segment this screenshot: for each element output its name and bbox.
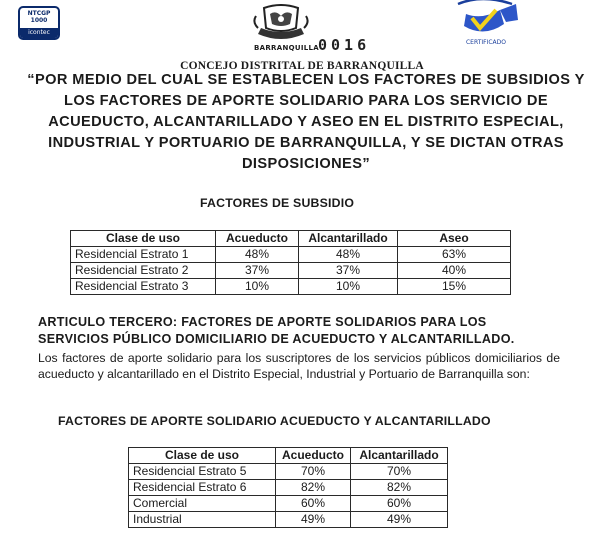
certification-badge-icon [452,0,522,46]
table-cell: 48% [216,247,299,263]
council-name: CONCEJO DISTRITAL DE BARRANQUILLA [180,60,424,72]
table-cell: Comercial [129,496,276,512]
column-header: Clase de uso [129,448,276,464]
solidarity-heading: FACTORES DE APORTE SOLIDARIO ACUEDUCTO Y ALCANTARILLADO [58,414,491,428]
column-header: Acueducto [276,448,351,464]
table-cell: 15% [398,279,511,295]
table-cell: 10% [216,279,299,295]
table-cell: Residencial Estrato 5 [129,464,276,480]
table-cell: 48% [299,247,398,263]
city-label: BARRANQUILLA [254,44,319,52]
column-header: Alcantarillado [299,231,398,247]
article-heading: ARTICULO TERCERO: FACTORES DE APORTE SOLIDARIOS PARA LOS SERVICIOS PÚBLICO DOMICILIARIO DE ACUEDUCTO Y ALCANTARILLADO. [38,315,515,346]
certificate-label: CERTIFICADO [465,39,507,46]
document-number: 0016 [318,36,371,54]
table-header-row [71,231,511,247]
table-cell: 49% [351,512,448,528]
column-header: Clase de uso [71,231,216,247]
solidarity-table [128,447,448,528]
table-row [129,512,448,528]
icontec-standard: NTCGP 1000 [27,10,51,24]
table-row [129,480,448,496]
table-cell: 49% [276,512,351,528]
icontec-brand: icontec [20,28,58,38]
table-row [129,464,448,480]
table-cell: Industrial [129,512,276,528]
table-cell: 37% [299,263,398,279]
table-cell: 70% [351,464,448,480]
table-cell: 82% [351,480,448,496]
subsidy-table [70,230,511,295]
article-body: Los factores de aporte solidario para los suscriptores de los servicios públicos domiciliarios de acueducto y alcantarillado en el Distrito Especial, Industrial y Portuario de Barranquilla son: [38,351,560,381]
table-cell: 60% [276,496,351,512]
table-header-row [129,448,448,464]
table-cell: 37% [216,263,299,279]
table-cell: 70% [276,464,351,480]
column-header: Acueducto [216,231,299,247]
subsidy-heading: FACTORES DE SUBSIDIO [200,196,355,210]
table-row [71,247,511,263]
table-row [71,279,511,295]
table-row [71,263,511,279]
barranquilla-crest-icon [252,4,310,40]
table-cell: Residencial Estrato 3 [71,279,216,295]
table-cell: Residencial Estrato 6 [129,480,276,496]
column-header: Alcantarillado [351,448,448,464]
table-cell: 82% [276,480,351,496]
icontec-logo [18,6,60,40]
table-cell: 63% [398,247,511,263]
table-cell: Residencial Estrato 1 [71,247,216,263]
table-row [129,496,448,512]
table-cell: Residencial Estrato 2 [71,263,216,279]
table-cell: 10% [299,279,398,295]
table-cell: 40% [398,263,511,279]
column-header: Aseo [398,231,511,247]
table-cell: 60% [351,496,448,512]
document-title: “POR MEDIO DEL CUAL SE ESTABLECEN LOS FACTORES DE SUBSIDIOS Y LOS FACTORES DE APORTE SOLIDARIO PARA LOS SERVICIO DE ACUEDUCTO, ALCANTARILLADO Y ASEO EN EL DISTRITO ESPECIAL, INDUSTRIAL Y PORTUARIO DE BARRANQUILLA, Y SE DICTAN OTRAS DISPOSICIONES” [27,72,585,172]
